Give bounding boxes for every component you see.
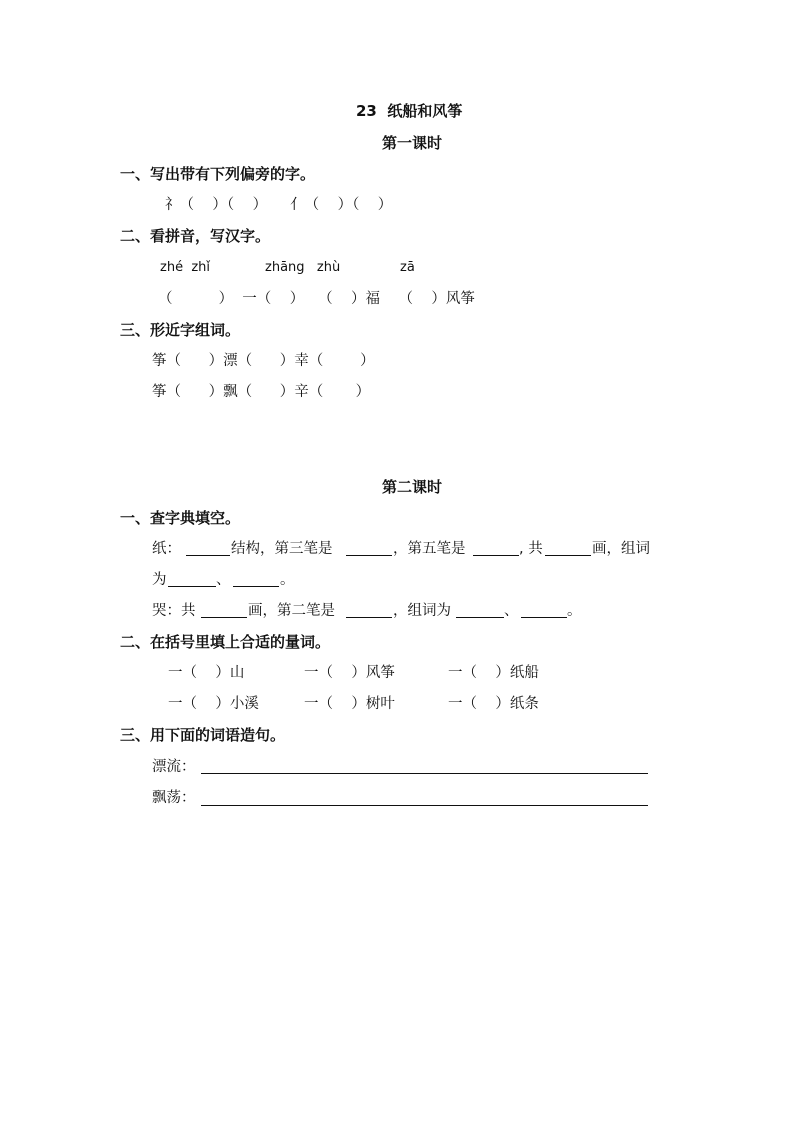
blank-cry-strokes[interactable]: [201, 617, 247, 618]
fill-line-2-c: 。: [280, 572, 295, 588]
lesson2-q2-heading: 二、在括号里填上合适的量词。: [120, 633, 331, 651]
lesson1-q2-heading: 二、看拼音，写汉字。: [120, 227, 271, 245]
measure-word-item: 一（ ）风筝: [304, 665, 395, 681]
sentence-label-piaoliu: 漂流：: [152, 759, 196, 775]
blank-cry-second-stroke[interactable]: [346, 617, 392, 618]
lesson1-q1-heading: 一、写出带有下列偏旁的字。: [120, 165, 316, 183]
fill-line-1-b: 结构，第三笔是: [231, 541, 333, 557]
sentence-line-piaodang[interactable]: [201, 805, 648, 806]
fill-line-3-d: 、: [504, 603, 519, 619]
measure-word-item: 一（ ）山: [168, 665, 245, 681]
fill-line-3-a: 哭：共: [152, 603, 196, 619]
fill-line-2-b: 、: [216, 572, 231, 588]
blank-fifth-stroke[interactable]: [473, 555, 519, 556]
sentence-label-piaodang: 飘荡：: [152, 790, 196, 806]
fill-line-3-c: ，组词为: [393, 603, 451, 619]
blank-word-2[interactable]: [233, 586, 279, 587]
page-title: 23 纸船和风筝: [356, 102, 463, 120]
blank-cry-word-2[interactable]: [521, 617, 567, 618]
lesson2-q3-heading: 三、用下面的词语造句。: [120, 726, 286, 744]
sentence-line-piaoliu[interactable]: [201, 773, 648, 774]
lesson1-q3-heading: 三、形近字组词。: [120, 321, 241, 339]
blank-stroke-count[interactable]: [545, 555, 591, 556]
measure-word-item: 一（ ）小溪: [168, 696, 259, 712]
lesson2-q1-heading: 一、查字典填空。: [120, 509, 241, 527]
fill-line-3-b: 画，第二笔是: [248, 603, 335, 619]
pinyin-2: zhāng zhù: [265, 260, 341, 275]
blank-third-stroke[interactable]: [346, 555, 392, 556]
lesson1-q3-line-1: 筝（ ）漂（ ）幸（ ）: [152, 353, 375, 369]
measure-word-item: 一（ ）树叶: [304, 696, 395, 712]
measure-word-item: 一（ ）纸条: [448, 696, 539, 712]
fill-line-1-e: 画，组词: [592, 541, 650, 557]
fill-line-1-d: , 共: [519, 541, 543, 557]
pinyin-1: zhé zhǐ: [160, 260, 211, 275]
blank-structure[interactable]: [186, 555, 230, 556]
fill-line-3-e: 。: [567, 603, 582, 619]
pinyin-3: zā: [400, 260, 415, 275]
lesson1-q2-line: （ ） 一（ ） （ ）福 （ ）风筝: [158, 291, 475, 307]
fill-line-1-a: 纸：: [152, 541, 181, 557]
blank-cry-word-1[interactable]: [456, 617, 504, 618]
blank-word-1[interactable]: [168, 586, 216, 587]
fill-line-1-c: ，第五笔是: [393, 541, 466, 557]
lesson1-title: 第一课时: [382, 134, 443, 152]
lesson2-title: 第二课时: [382, 478, 443, 496]
measure-word-item: 一（ ）纸船: [448, 665, 539, 681]
lesson1-q1-line: 礻（ ）（ ） 亻（ ）（ ）: [165, 197, 393, 213]
fill-line-2-a: 为: [152, 572, 167, 588]
lesson1-q3-line-2: 筝（ ）飘（ ）辛（ ）: [152, 384, 371, 400]
